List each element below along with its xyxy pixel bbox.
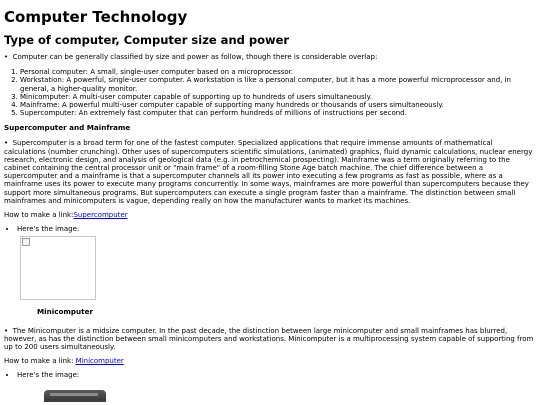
minicomputer-link-line <box>4 357 536 365</box>
list-item <box>17 371 536 379</box>
minicomputer-paragraph <box>4 327 536 352</box>
intro-text: Computer can be generally classified by size and power as follow, though there is considerable overlap: <box>12 53 378 61</box>
link-prefix: How to make a link: <box>4 357 76 366</box>
computer-photo-highlight <box>50 393 98 396</box>
bullet-glyph: • <box>4 53 9 61</box>
supercomputer-image <box>20 236 96 300</box>
section-heading: Supercomputer and Mainframe <box>4 123 131 133</box>
link-prefix: How to make a link: <box>4 211 74 220</box>
minicomputer-image-list <box>4 371 536 379</box>
list-item <box>17 225 536 300</box>
list-item: 5. Supercomputer: An extremely fast computer that can perform hundreds of millions of instructions per second. <box>20 109 536 117</box>
broken-image-icon <box>22 238 30 246</box>
bullet-glyph: • <box>4 139 9 148</box>
list-item: 1. Personal computer: A small, single-user computer based on a microprocessor. <box>20 68 536 76</box>
page-subtitle: Type of computer, Computer size and power <box>4 33 290 47</box>
list-item: 4. Mainframe: A powerful multi-user computer capable of supporting many hundreds or thousands of users simultaneously. <box>20 101 536 109</box>
supercomputer-paragraph <box>4 139 536 205</box>
minicomputer-text: The Minicomputer is a midsize computer. In the past decade, the distinction between large minicomputer and small mainframes has blurred, however, as has the distinction between small minicomputers and workstations. Minicomputer is a multiprocessing system capable of supporting from up to 200 users simultaneously. <box>4 326 534 352</box>
page-title: Computer Technology <box>4 8 188 26</box>
supercomputer-link[interactable]: Supercomputer <box>73 211 128 220</box>
bullet-glyph: • <box>4 326 9 335</box>
supercomputer-link-line <box>4 211 536 219</box>
minicomputer-link[interactable]: Minicomputer <box>75 357 124 366</box>
list-item: 2. Workstation: A powerful, single-user computer. A workstation is like a personal computer, but it has a more powerful microprocessor and, in general, a higher-quality monitor. <box>20 76 536 92</box>
image-caption: Minicomputer <box>37 307 94 317</box>
image-label: Here's the image: <box>17 225 80 234</box>
list-item: 3. Minicomputer: A multi-user computer capable of supporting up to hundreds of users simultaneously. <box>20 93 536 101</box>
intro-paragraph <box>4 53 536 61</box>
computer-types-list <box>4 68 536 117</box>
image-label: Here's the image: <box>17 371 80 380</box>
computer-photo-shape <box>44 390 106 402</box>
minicomputer-image <box>44 384 106 402</box>
supercomputer-image-list <box>4 225 536 300</box>
supercomputer-text: Supercomputer is a broad term for one of the fastest computer. Specialized applications that require immense amounts of mathematical calculations (number crunching). Other uses of supercomputers scientific simulations, (animated) graphics, fluid dynamic calculations, nuclear energy research, electronic design, and analysis of geological data (e.g. in petrochemical prospecting). Mainframe was a term originally referring to the cabinet containing the central processor unit or "main frame" of a room-filling Stone Age batch machine. The chief difference between a supercomputer and a mainframe is that a supercomputer channels all its power into executing a few programs as fast as possible, where as a mainframe uses its power to execute many programs concurrently. In some ways, mainframes are more powerful than supercomputers because they support more simultaneous programs. But supercomputers can execute a single program faster than a mainframe. The distinction between small mainframes and minicomputers is vague, depending really on how the manufacturer wants to market its machines. <box>4 139 533 205</box>
